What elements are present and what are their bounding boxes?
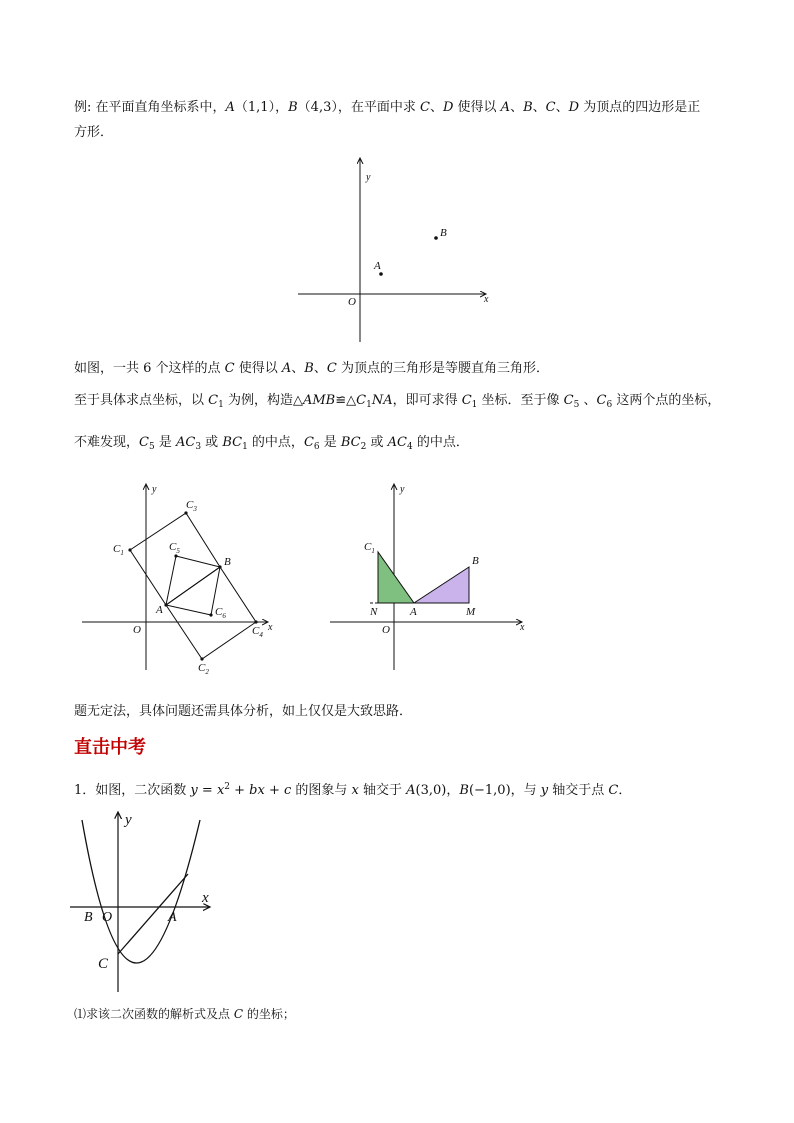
- text: （4,3）: [297, 100, 338, 115]
- text: 、: [532, 100, 546, 115]
- text: 4: [406, 442, 413, 452]
- triangle-a-m-b: [414, 567, 469, 603]
- x-label: x: [484, 294, 489, 305]
- text: 的图象与: [291, 783, 352, 798]
- text: x: [216, 783, 225, 798]
- text: C: [608, 783, 619, 798]
- label-c3: $C_3$: [186, 499, 197, 513]
- text: ⑴求该二次函数的解析式及点: [74, 1007, 234, 1021]
- text: C: [596, 393, 607, 408]
- text: 轴交于点: [548, 783, 609, 798]
- text: 1．如图，二次函数: [74, 783, 191, 798]
- question-1: [74, 778, 631, 800]
- text: B: [304, 361, 314, 376]
- text: 5: [148, 442, 155, 452]
- point-c4: [254, 620, 257, 623]
- text: 的中点，: [247, 435, 304, 450]
- label-c2: $C_2$: [198, 662, 209, 676]
- text: C: [208, 393, 219, 408]
- text: 1: [242, 442, 248, 452]
- text: C: [461, 393, 472, 408]
- text: AC: [387, 435, 407, 450]
- point-c6: [209, 613, 212, 616]
- point-b-label: B: [440, 227, 447, 239]
- text: D: [442, 100, 454, 115]
- point-a: [379, 272, 383, 276]
- text: C: [233, 1007, 244, 1021]
- text: ，: [275, 100, 289, 115]
- point-c1: [128, 548, 131, 551]
- text: 1: [218, 400, 224, 410]
- text: A: [500, 100, 511, 115]
- label-o: O: [102, 910, 113, 925]
- text: (−1,0): [468, 783, 511, 798]
- text: C: [545, 100, 556, 115]
- text: ，: [446, 783, 460, 798]
- question-1-part-1: [74, 1005, 295, 1023]
- text: 是: [319, 435, 341, 450]
- label-c6: $C_6$: [215, 606, 226, 620]
- text: BC: [222, 435, 243, 450]
- y-label: y: [366, 172, 371, 183]
- para-construct: [74, 392, 720, 414]
- text: NA: [371, 393, 393, 408]
- text: y: [190, 783, 198, 798]
- text: A: [406, 783, 416, 798]
- label-m: M: [466, 606, 476, 618]
- point-c2: [200, 657, 203, 660]
- label-n: N: [370, 606, 378, 618]
- text: C: [326, 361, 337, 376]
- text: C: [420, 100, 430, 115]
- text: 5: [573, 400, 580, 410]
- x-label: x: [268, 622, 273, 633]
- text: x: [351, 783, 359, 798]
- text: 、: [429, 100, 443, 115]
- origin-label: O: [348, 296, 356, 308]
- text: 6: [313, 442, 320, 452]
- label-c1: $C_1$: [113, 543, 124, 557]
- text: 1: [471, 400, 478, 410]
- text: 如图，一共 6 个这样的点: [74, 361, 225, 376]
- text: C: [356, 393, 367, 408]
- label-c: C: [98, 956, 109, 972]
- text: B: [288, 100, 298, 115]
- para-midpoints: [74, 434, 469, 456]
- section-heading: 直击中考: [74, 737, 146, 758]
- text: 使得以: [453, 100, 501, 115]
- text: AC: [175, 435, 196, 450]
- text: 至于具体求点坐标，以: [74, 393, 209, 408]
- para-six-points: [74, 360, 549, 378]
- point-b: [434, 236, 438, 240]
- example-line-1: [74, 99, 700, 117]
- text: A: [225, 100, 235, 115]
- origin-label: O: [382, 624, 390, 636]
- label-a: A: [168, 910, 177, 925]
- text: 或: [201, 435, 223, 450]
- figure-six-points: [0, 470, 300, 680]
- label-b: B: [224, 556, 231, 568]
- text: 或: [366, 435, 388, 450]
- text: 这两个点的坐标，: [612, 393, 721, 408]
- text: ，即可求得: [392, 393, 462, 408]
- text: 的坐标；: [243, 1007, 295, 1021]
- text: 、: [291, 361, 305, 376]
- label-b: B: [84, 910, 93, 925]
- text: 使得以: [234, 361, 282, 376]
- text: B: [459, 783, 469, 798]
- text: 的中点．: [412, 435, 469, 450]
- text: 是: [154, 435, 176, 450]
- text: 为顶点的三角形是等腰直角三角形．: [336, 361, 549, 376]
- x-label: x: [520, 622, 525, 633]
- figure-coordinate-points: [290, 150, 500, 350]
- example-line-2: 方形．: [74, 125, 114, 140]
- y-label: y: [400, 484, 405, 495]
- label-a: A: [410, 606, 417, 618]
- label-c1: $C_1$: [364, 541, 375, 555]
- text: ，在平面中求: [337, 100, 420, 115]
- text: y: [540, 783, 549, 798]
- text: C: [303, 435, 314, 450]
- text: 、: [510, 100, 524, 115]
- text: 2: [224, 782, 231, 792]
- text: ，与: [510, 783, 541, 798]
- text: 例: 在平面直角坐标系中，: [74, 100, 226, 115]
- text: 坐标．至于像: [477, 393, 564, 408]
- text: C: [563, 393, 574, 408]
- text: 轴交于: [358, 783, 407, 798]
- text: B: [523, 100, 533, 115]
- figure-congruent-triangles: [320, 470, 540, 680]
- text: D: [568, 100, 580, 115]
- parabola-curve: [82, 820, 200, 963]
- text: (3,0): [415, 783, 447, 798]
- origin-label: O: [133, 624, 141, 636]
- text: 、: [313, 361, 327, 376]
- text: （1,1）: [234, 100, 276, 115]
- point-a-label: A: [374, 260, 381, 272]
- text: AMB: [302, 393, 336, 408]
- text: ≌△: [335, 393, 357, 408]
- segment-ab: [166, 567, 220, 605]
- point-c3: [184, 511, 187, 514]
- text: 、: [555, 100, 569, 115]
- point-a: [164, 603, 167, 606]
- figure-parabola: [70, 806, 220, 996]
- line-ac: [118, 874, 188, 954]
- triangle-c1-n-a: [378, 552, 414, 603]
- text: C: [139, 435, 149, 450]
- label-b: B: [472, 555, 479, 567]
- text: 2: [360, 442, 367, 452]
- para-no-fixed-method: 题无定法，具体问题还需具体分析，如上仅仅是大致思路．: [74, 704, 413, 719]
- text: 为顶点的四边形是正: [579, 100, 701, 115]
- y-label: y: [125, 812, 132, 828]
- text: 1: [366, 400, 372, 410]
- text: ．: [618, 783, 632, 798]
- text: 、: [579, 393, 597, 408]
- label-a: A: [156, 604, 163, 616]
- label-c5: $C_5$: [169, 541, 180, 555]
- text: 6: [606, 400, 613, 410]
- point-b: [218, 565, 221, 568]
- x-label: x: [202, 890, 209, 906]
- text: 为例，构造△: [223, 393, 303, 408]
- y-label: y: [152, 484, 157, 495]
- text: + bx + c: [230, 783, 292, 798]
- label-c4: $C_4$: [252, 625, 263, 639]
- text: =: [197, 783, 217, 798]
- text: BC: [340, 435, 361, 450]
- text: 3: [195, 442, 202, 452]
- text: 不难发现，: [74, 435, 140, 450]
- text: C: [224, 361, 235, 376]
- text: A: [281, 361, 292, 376]
